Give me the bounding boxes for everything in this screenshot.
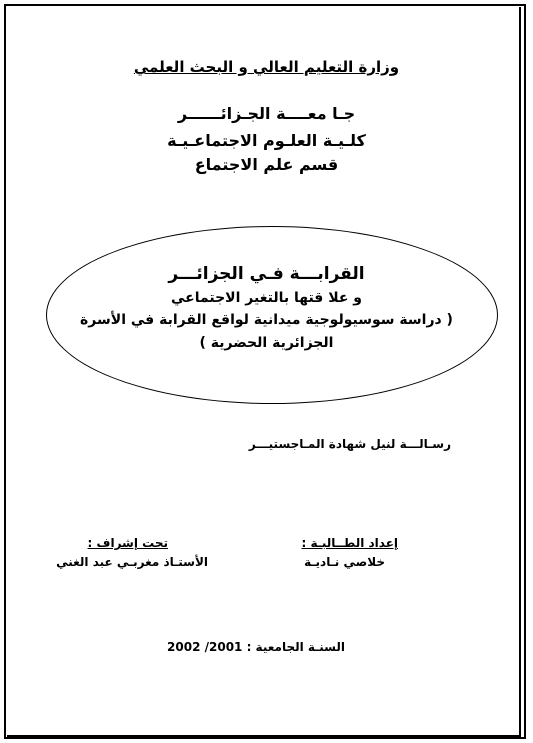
prepared-by-label: إعداد الطــالبـة :: [301, 536, 398, 550]
supervisor-name: الأستـاذ مغربـي عبد الغني: [56, 555, 208, 569]
faculty-name: كلـيـة العلـوم الاجتماعـيـة: [167, 131, 366, 150]
academic-year: السنـة الجامعية : 2001/ 2002: [167, 640, 345, 654]
thesis-degree-note: رسـالـــة لنيل شهادة المـاجستيـــر: [248, 437, 451, 451]
supervisor-label: تحت إشراف :: [87, 536, 168, 550]
thesis-title-sub: و علا قتها بالتغير الاجتماعي: [171, 290, 362, 306]
student-name: خلاصي نـاديـة: [304, 555, 385, 569]
ministry-heading: وزارة التعليم العالي و البحث العلمي: [133, 58, 400, 76]
department-name: قسم علم الاجتماع: [194, 155, 339, 174]
thesis-title-study-end: الجزائرية الحضرية ): [199, 335, 334, 351]
university-name: جـا معــــة الجـزائــــــر: [177, 104, 356, 123]
thesis-title-main: القرابـــة فـي الجزائـــر: [168, 264, 365, 284]
thesis-title-study: ( دراسة سوسيولوجية ميدانية لواقع القرابة في الأسرة: [80, 312, 453, 328]
